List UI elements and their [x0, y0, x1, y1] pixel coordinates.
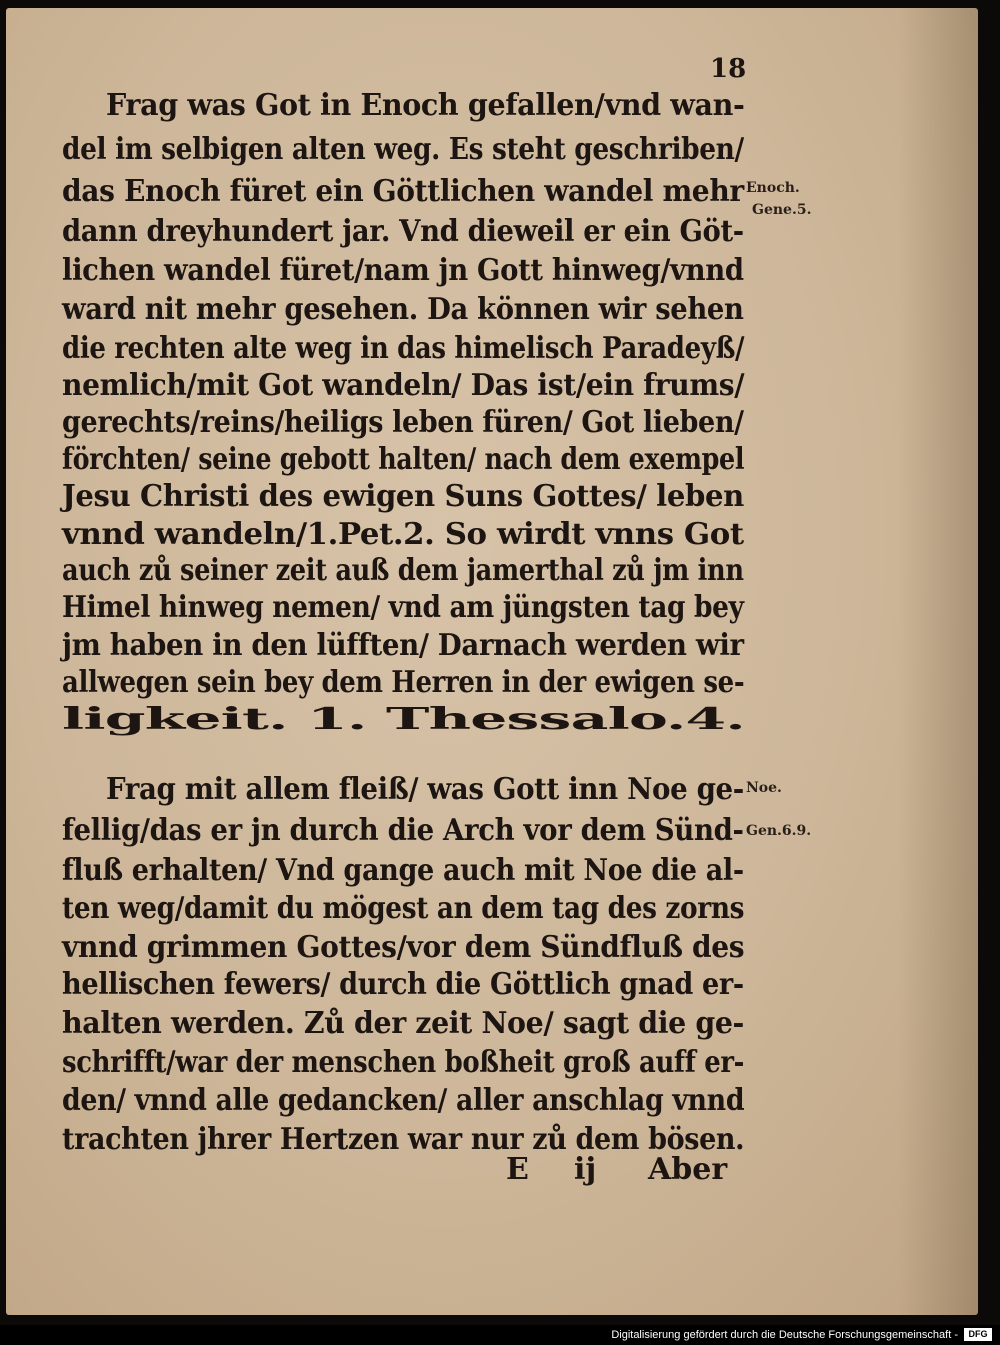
text-line: fluß erhalten/ Vnd gange auch mit Noe die al- — [62, 853, 744, 888]
signature-number: ij — [574, 1152, 597, 1187]
margin-note: Noe. — [746, 780, 782, 796]
text-line: Jesu Christi des ewigen Suns Gottes/ leben — [62, 479, 744, 514]
text-line: gerechts/reins/heiligs leben füren/ Got lieben/ — [62, 405, 744, 440]
text-line: die rechten alte weg in das himelisch Paradeyß/ — [62, 331, 745, 366]
text-line: lichen wandel füret/nam jn Gott hinweg/vnnd — [62, 253, 744, 288]
book-page — [6, 8, 978, 1315]
text-line: nemlich/mit Got wandeln/ Das ist/ein frums/ — [62, 368, 745, 403]
text-line: Frag was Got in Enoch gefallen/vnd wan- — [106, 88, 745, 123]
footer-bar — [0, 1325, 1000, 1345]
signature-mark: E — [506, 1152, 529, 1187]
page-shadow — [898, 8, 978, 1315]
text-line: Frag mit allem fleiß/ was Gott inn Noe ge- — [106, 772, 744, 807]
text-line: ward nit mehr gesehen. Da können wir sehen — [62, 292, 744, 327]
margin-note: Gen.6.9. — [746, 823, 812, 839]
text-line: vnnd grimmen Gottes/vor dem Sündfluß des — [62, 930, 745, 965]
text-line: den/ vnnd alle gedancken/ aller anschlag vnnd — [62, 1083, 745, 1118]
text-line: ten weg/damit du mögest an dem tag des zorns — [62, 891, 745, 926]
margin-note: Enoch. — [746, 180, 800, 196]
text-line: hellischen fewers/ durch die Göttlich gnad er- — [62, 967, 744, 1002]
text-line: allwegen sein bey dem Herren in der ewigen se- — [62, 665, 745, 700]
dfg-logo: DFG — [964, 1328, 992, 1341]
text-line: del im selbigen alten weg. Es steht geschriben/ — [62, 132, 744, 167]
catchword: Aber — [648, 1152, 728, 1187]
text-line: förchten/ seine gebott halten/ nach dem exempel — [62, 442, 745, 477]
text-line: das Enoch füret ein Göttlichen wandel mehr — [62, 174, 744, 209]
funding-notice: Digitalisierung gefördert durch die Deutsche Forschungsgemeinschaft - — [611, 1329, 958, 1341]
text-line: Himel hinweg nemen/ vnd am jüngsten tag bey — [62, 590, 744, 625]
text-line: fellig/das er jn durch die Arch vor dem Sünd- — [62, 813, 744, 848]
margin-note: Gene.5. — [752, 202, 812, 218]
text-line: dann dreyhundert jar. Vnd dieweil er ein Göt- — [62, 214, 744, 249]
text-line: schrifft/war der menschen boßheit groß auff er- — [62, 1045, 745, 1080]
text-line: jm haben in den lüfften/ Darnach werden wir — [62, 628, 744, 663]
text-line: auch zů seiner zeit auß dem jamerthal zů jm inn — [62, 553, 744, 588]
folio-number: 18 — [710, 54, 747, 84]
text-line: halten werden. Zů der zeit Noe/ sagt die ge- — [62, 1006, 744, 1041]
text-line: trachten jhrer Hertzen war nur zů dem bösen. — [62, 1122, 745, 1157]
text-line: vnnd wandeln/1.Pet.2. So wirdt vnns Got — [62, 517, 744, 552]
text-line: ligkeit. 1. Thessalo.4. — [62, 702, 745, 737]
